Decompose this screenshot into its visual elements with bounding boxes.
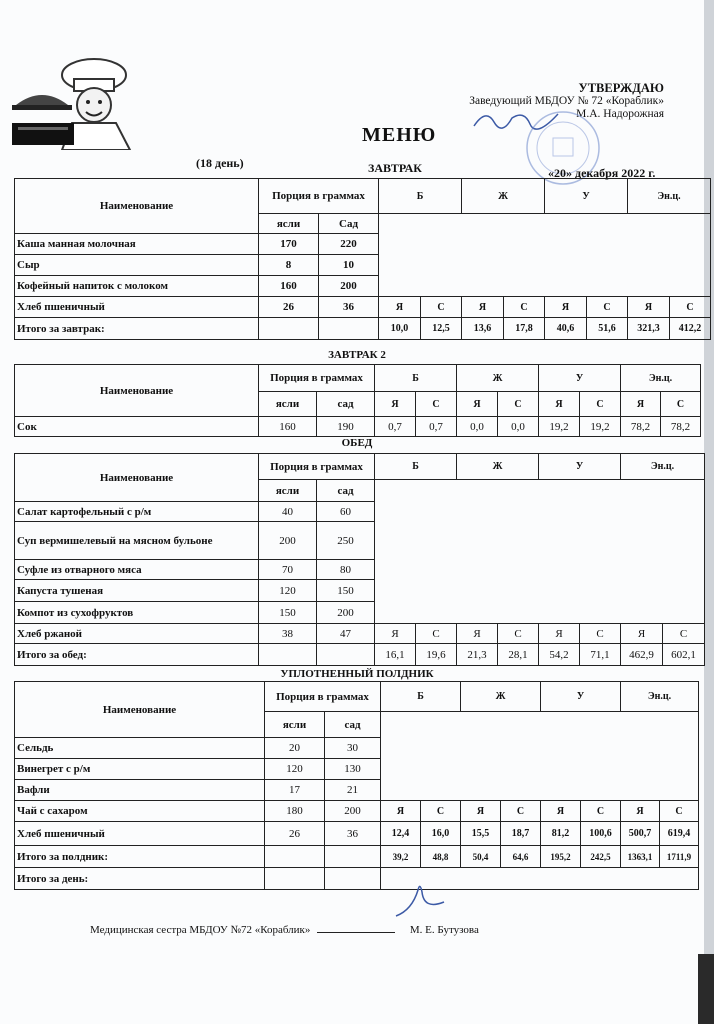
total-value: 28,1	[498, 644, 539, 666]
sub-ya: Я	[462, 297, 504, 318]
total-value: 19,6	[416, 644, 457, 666]
chef-logo	[12, 55, 140, 150]
total-value: 40,6	[545, 318, 587, 340]
col-u-header: У	[539, 454, 621, 480]
dish-sad: 200	[319, 276, 379, 297]
dish-name: Винегрет с р/м	[15, 759, 265, 780]
col-b-header: Б	[379, 179, 462, 214]
sub-ya: Я	[539, 392, 580, 417]
col-yasli-header: ясли	[259, 214, 319, 234]
dish-sad: 130	[325, 759, 381, 780]
dish-yasli: 170	[259, 234, 319, 255]
sub-ya: Я	[375, 624, 416, 644]
menu-date: «20» декабря 2022 г.	[548, 166, 656, 180]
sub-ya: Я	[381, 801, 421, 822]
lunch-table	[14, 453, 705, 666]
col-portion-header: Порция в граммах	[259, 179, 379, 214]
total-value: 21,3	[457, 644, 498, 666]
dish-name: Хлеб пшеничный	[15, 297, 259, 318]
total-value: 602,1	[663, 644, 705, 666]
sub-s: С	[498, 624, 539, 644]
total-value: 195,2	[541, 846, 581, 868]
sub-ya: Я	[545, 297, 587, 318]
dish-yasli: 120	[265, 759, 325, 780]
dish-name: Вафли	[15, 780, 265, 801]
breakfast-table	[14, 178, 711, 340]
dish-name: Салат картофельный с р/м	[15, 502, 259, 522]
total-value: 16,1	[375, 644, 416, 666]
total-value: 17,8	[504, 318, 545, 340]
nurse-position: Медицинская сестра МБДОУ №72 «Кораблик»	[90, 924, 311, 936]
sub-s: С	[504, 297, 545, 318]
col-name-header: Наименование	[15, 365, 259, 417]
sub-s: С	[587, 297, 628, 318]
dish-value: 19,2	[580, 417, 621, 437]
sub-ya: Я	[621, 392, 661, 417]
dish-name: Сельдь	[15, 738, 265, 759]
total-value: 48,8	[421, 846, 461, 868]
snack-title: УПЛОТНЕННЫЙ ПОЛДНИК	[280, 668, 434, 680]
dish-yasli: 17	[265, 780, 325, 801]
dish-name: Чай с сахаром	[15, 801, 265, 822]
total-label: Итого за полдник:	[15, 846, 265, 868]
col-b-header: Б	[375, 365, 457, 392]
dish-sad: 250	[317, 522, 375, 560]
total-value: 242,5	[581, 846, 621, 868]
total-value: 1363,1	[621, 846, 660, 868]
col-en-header: Эн.ц.	[621, 454, 705, 480]
total-label: Итого за обед:	[15, 644, 259, 666]
approve-position: Заведующий МБДОУ № 72 «Кораблик»	[469, 95, 664, 107]
day-number: (18 день)	[196, 156, 244, 170]
col-en-header: Эн.ц.	[628, 179, 711, 214]
dish-sad: 30	[325, 738, 381, 759]
sub-s: С	[660, 801, 699, 822]
total-value: 12,5	[421, 318, 462, 340]
dish-yasli: 200	[259, 522, 317, 560]
col-sad-header: сад	[325, 712, 381, 738]
dish-value: 0,0	[498, 417, 539, 437]
dish-name: Каша манная молочная	[15, 234, 259, 255]
dish-yasli: 120	[259, 580, 317, 602]
col-u-header: У	[539, 365, 621, 392]
dish-value: 0,7	[416, 417, 457, 437]
col-yasli-header: ясли	[259, 392, 317, 417]
total-value: 412,2	[670, 318, 711, 340]
total-value: 13,6	[462, 318, 504, 340]
dish-name: Сыр	[15, 255, 259, 276]
dish-value: 12,4	[381, 822, 421, 846]
total-value: 321,3	[628, 318, 670, 340]
dish-name: Компот из сухофруктов	[15, 602, 259, 624]
dish-yasli: 20	[265, 738, 325, 759]
dish-name: Суп вермишелевый на мясном бульоне	[15, 522, 259, 560]
dish-yasli: 160	[259, 276, 319, 297]
sub-s: С	[498, 392, 539, 417]
dish-value: 78,2	[621, 417, 661, 437]
sub-s: С	[421, 801, 461, 822]
sub-ya: Я	[541, 801, 581, 822]
total-value: 462,9	[621, 644, 663, 666]
total-value: 50,4	[461, 846, 501, 868]
total-value: 39,2	[381, 846, 421, 868]
dish-yasli: 160	[259, 417, 317, 437]
dish-sad: 36	[325, 822, 381, 846]
dish-name: Капуста тушеная	[15, 580, 259, 602]
dish-sad: 21	[325, 780, 381, 801]
total-value: 64,6	[501, 846, 541, 868]
sub-ya: Я	[621, 624, 663, 644]
dish-value: 0,7	[375, 417, 416, 437]
breakfast2-title: ЗАВТРАК 2	[328, 349, 386, 361]
col-zh-header: Ж	[462, 179, 545, 214]
col-sad-header: сад	[317, 480, 375, 502]
col-sad-header: сад	[317, 392, 375, 417]
dish-value: 15,5	[461, 822, 501, 846]
sub-ya: Я	[461, 801, 501, 822]
dish-yasli: 38	[259, 624, 317, 644]
dish-sad: 47	[317, 624, 375, 644]
breakfast2-table	[14, 364, 701, 437]
footer	[90, 924, 479, 936]
col-u-header: У	[541, 682, 621, 712]
nurse-signature	[392, 880, 448, 920]
sub-s: С	[663, 624, 705, 644]
dish-yasli: 150	[259, 602, 317, 624]
col-yasli-header: ясли	[265, 712, 325, 738]
snack-table	[14, 681, 699, 890]
col-en-header: Эн.ц.	[621, 365, 701, 392]
dish-name: Хлеб ржаной	[15, 624, 259, 644]
dish-value: 78,2	[661, 417, 701, 437]
col-zh-header: Ж	[457, 454, 539, 480]
dish-value: 619,4	[660, 822, 699, 846]
sub-ya: Я	[628, 297, 670, 318]
sub-ya: Я	[379, 297, 421, 318]
col-name-header: Наименование	[15, 179, 259, 234]
total-value: 1711,9	[660, 846, 699, 868]
sub-s: С	[661, 392, 701, 417]
total-value: 10,0	[379, 318, 421, 340]
col-portion-header: Порция в граммах	[259, 365, 375, 392]
dish-value: 0,0	[457, 417, 498, 437]
day-total-label: Итого за день:	[15, 868, 265, 890]
dish-value: 100,6	[581, 822, 621, 846]
col-u-header: У	[545, 179, 628, 214]
total-value: 54,2	[539, 644, 580, 666]
sub-ya: Я	[375, 392, 416, 417]
signature-line	[317, 932, 395, 933]
dish-yasli: 180	[265, 801, 325, 822]
sub-ya: Я	[457, 392, 498, 417]
dish-sad: 60	[317, 502, 375, 522]
dish-name: Кофейный напиток с молоком	[15, 276, 259, 297]
sub-s: С	[580, 392, 621, 417]
sub-s: С	[421, 297, 462, 318]
col-b-header: Б	[381, 682, 461, 712]
dish-yasli: 8	[259, 255, 319, 276]
dish-sad: 200	[317, 602, 375, 624]
sub-s: С	[670, 297, 711, 318]
col-zh-header: Ж	[461, 682, 541, 712]
dish-sad: 80	[317, 560, 375, 580]
breakfast-title: ЗАВТРАК	[368, 161, 423, 175]
sub-ya: Я	[621, 801, 660, 822]
col-name-header: Наименование	[15, 682, 265, 738]
sub-ya: Я	[539, 624, 580, 644]
dish-sad: 220	[319, 234, 379, 255]
sub-s: С	[580, 624, 621, 644]
col-zh-header: Ж	[457, 365, 539, 392]
dish-value: 16,0	[421, 822, 461, 846]
dish-name: Суфле из отварного мяса	[15, 560, 259, 580]
dish-value: 18,7	[501, 822, 541, 846]
col-sad-header: Сад	[319, 214, 379, 234]
approve-name: М.А. Надорожная	[576, 108, 664, 120]
dish-name: Сок	[15, 417, 259, 437]
total-value: 51,6	[587, 318, 628, 340]
col-portion-header: Порция в граммах	[265, 682, 381, 712]
dish-sad: 36	[319, 297, 379, 318]
dish-yasli: 26	[259, 297, 319, 318]
dish-value: 81,2	[541, 822, 581, 846]
dish-yasli: 40	[259, 502, 317, 522]
dish-yasli: 26	[265, 822, 325, 846]
dish-value: 500,7	[621, 822, 660, 846]
col-en-header: Эн.ц.	[621, 682, 699, 712]
dish-sad: 10	[319, 255, 379, 276]
sub-s: С	[416, 392, 457, 417]
dish-sad: 190	[317, 417, 375, 437]
dish-sad: 150	[317, 580, 375, 602]
total-value: 71,1	[580, 644, 621, 666]
dish-name: Хлеб пшеничный	[15, 822, 265, 846]
approve-title: УТВЕРЖДАЮ	[578, 81, 664, 95]
scan-corner	[698, 954, 714, 1024]
lunch-title: ОБЕД	[341, 437, 373, 449]
col-portion-header: Порция в граммах	[259, 454, 375, 480]
dish-value: 19,2	[539, 417, 580, 437]
col-yasli-header: ясли	[259, 480, 317, 502]
dish-yasli: 70	[259, 560, 317, 580]
col-name-header: Наименование	[15, 454, 259, 502]
col-b-header: Б	[375, 454, 457, 480]
sub-s: С	[416, 624, 457, 644]
total-label: Итого за завтрак:	[15, 318, 259, 340]
nurse-name: М. Е. Бутузова	[409, 924, 479, 936]
menu-title: МЕНЮ	[362, 124, 437, 146]
sub-s: С	[581, 801, 621, 822]
sub-ya: Я	[457, 624, 498, 644]
dish-sad: 200	[325, 801, 381, 822]
sub-s: С	[501, 801, 541, 822]
